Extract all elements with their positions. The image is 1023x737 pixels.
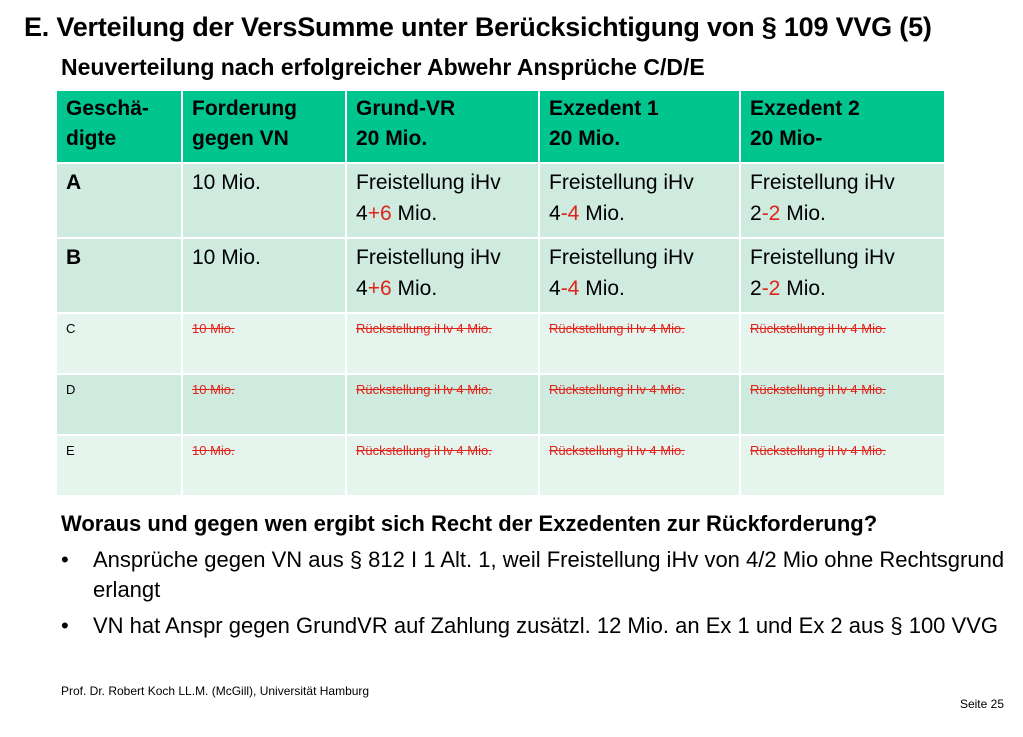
cell-claim: 10 Mio.: [182, 374, 346, 435]
cell-ex1: Rückstellung iHv 4 Mio.: [539, 313, 740, 374]
bullet-list: [61, 545, 1011, 647]
cell-ex2: Rückstellung iHv 4 Mio.: [740, 313, 945, 374]
bullet-text: VN hat Anspr gegen GrundVR auf Zahlung zusätzl. 12 Mio. an Ex 1 und Ex 2 aus § 100 VVG: [93, 613, 998, 638]
slide-subtitle: Neuverteilung nach erfolgreicher Abwehr Ansprüche C/D/E: [61, 54, 705, 80]
bullet-item: [61, 611, 1011, 641]
cell-ex2: Rückstellung iHv 4 Mio.: [740, 374, 945, 435]
cell-name: D: [56, 374, 182, 435]
cell-ex2: Freistellung iHv 2-2 Mio.: [740, 163, 945, 238]
header-grund-vr: Grund-VR 20 Mio.: [346, 90, 539, 163]
question-heading: Woraus und gegen wen ergibt sich Recht der Exzedenten zur Rückforderung?: [61, 511, 878, 536]
bullet-icon: •: [61, 547, 69, 572]
distribution-table: [55, 89, 946, 497]
bullet-item: [61, 545, 1011, 605]
cell-ex2: Rückstellung iHv 4 Mio.: [740, 435, 945, 496]
cell-name: A: [56, 163, 182, 238]
cell-ex1: Rückstellung iHv 4 Mio.: [539, 374, 740, 435]
cell-name: E: [56, 435, 182, 496]
cell-claim: 10 Mio.: [182, 238, 346, 313]
cell-ex1: Freistellung iHv 4-4 Mio.: [539, 238, 740, 313]
table-header-row: [56, 90, 945, 163]
bullet-text: Ansprüche gegen VN aus § 812 I 1 Alt. 1, weil Freistellung iHv von 4/2 Mio ohne Rechtsgrund erlangt: [93, 547, 1005, 602]
footer-author: Prof. Dr. Robert Koch LL.M. (McGill), Universität Hamburg: [61, 684, 370, 698]
header-forderung: Forderung gegen VN: [182, 90, 346, 163]
page-number: Seite 25: [959, 697, 1004, 711]
header-geschaedigte: Geschä- digte: [56, 90, 182, 163]
cell-ex1: Rückstellung iHv 4 Mio.: [539, 435, 740, 496]
table-row: [56, 313, 945, 374]
cell-ex1: Freistellung iHv 4-4 Mio.: [539, 163, 740, 238]
table-row: [56, 238, 945, 313]
cell-ex2: Freistellung iHv 2-2 Mio.: [740, 238, 945, 313]
cell-grund: Rückstellung iHv 4 Mio.: [346, 374, 539, 435]
header-exzedent-1: Exzedent 1 20 Mio.: [539, 90, 740, 163]
cell-grund: Rückstellung iHv 4 Mio.: [346, 435, 539, 496]
table-row: [56, 374, 945, 435]
slide-title: E. Verteilung der VersSumme unter Berücksichtigung von § 109 VVG (5): [24, 12, 932, 42]
table-row: [56, 163, 945, 238]
cell-name: B: [56, 238, 182, 313]
cell-grund: Rückstellung iHv 4 Mio.: [346, 313, 539, 374]
cell-claim: 10 Mio.: [182, 435, 346, 496]
cell-grund: Freistellung iHv 4+6 Mio.: [346, 163, 539, 238]
cell-claim: 10 Mio.: [182, 313, 346, 374]
header-exzedent-2: Exzedent 2 20 Mio-: [740, 90, 945, 163]
cell-grund: Freistellung iHv 4+6 Mio.: [346, 238, 539, 313]
cell-claim: 10 Mio.: [182, 163, 346, 238]
table-row: [56, 435, 945, 496]
cell-name: C: [56, 313, 182, 374]
bullet-icon: •: [61, 613, 69, 638]
